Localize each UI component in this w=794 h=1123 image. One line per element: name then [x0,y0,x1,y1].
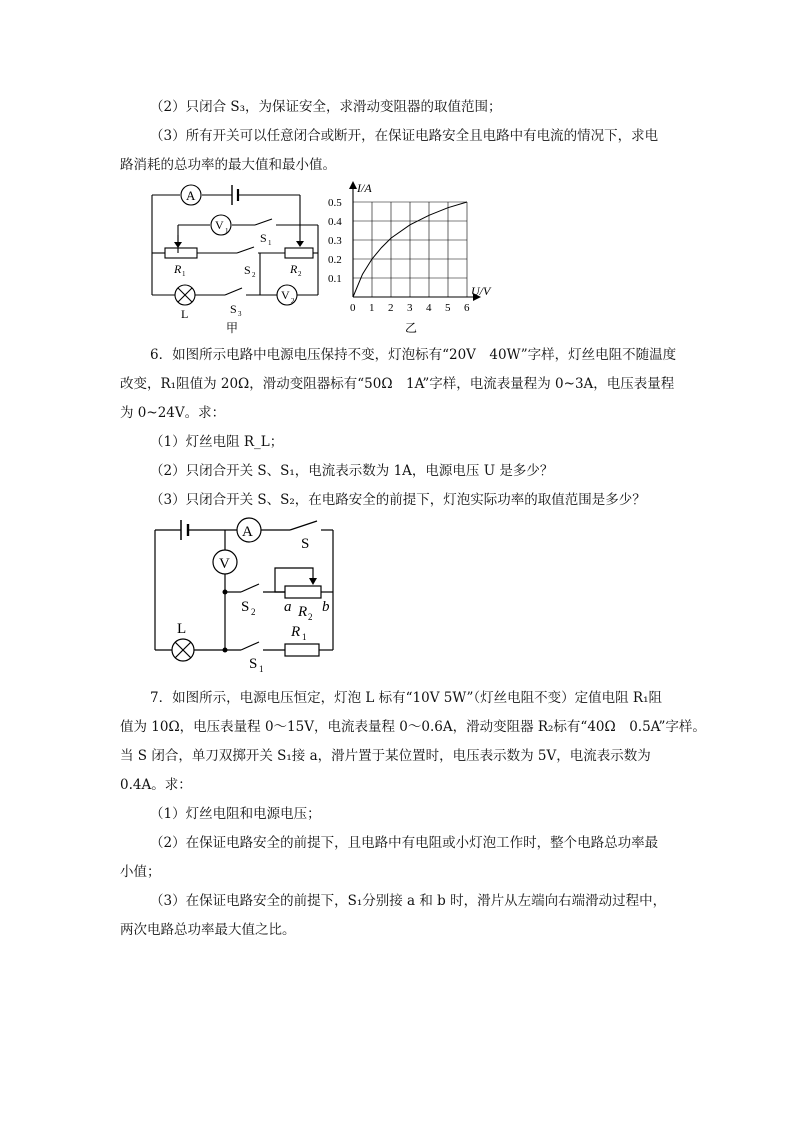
lamp-label: L [181,307,189,321]
q6-line1: 6．如图所示电路中电源电压保持不变，灯泡标有“20V 40W”字样，灯丝电阻不随温度 [150,347,677,363]
v2-sub: 2 [291,297,295,305]
q5-part3-line1: （3）所有开关可以任意闭合或断开，在保证电路安全且电路中有电流的情况下，求电 [150,128,659,144]
q7-line1: 7．如图所示，电源电压恒定，灯泡 L 标有“10V 5W”（灯丝电阻不变）定值电阻 R₁阻 [150,690,662,706]
y-tick-label: 0.5 [328,197,342,209]
q7-line2: 值为 10Ω，电压表量程 0～15V，电流表量程 0～0.6A，滑动变阻器 R₂标有“40Ω 0.5A”字样。 [120,719,706,735]
q6-sub1: （1）灯丝电阻 R_L； [150,434,284,450]
v1-label: V [215,218,224,232]
s3-sub: 3 [238,310,242,318]
q6-ammeter-label: A [242,524,253,540]
q6-s2-label: S [241,599,250,615]
q6-r1-label: R [291,624,301,640]
q6-lamp-label: L [177,621,187,637]
s1-label: S [260,231,267,245]
q6-line2: 改变，R₁阻值为 20Ω，滑动变阻器标有“50Ω 1A”字样，电流表量程为 0~3A，电压表量程 [120,376,675,392]
q6-s1-label: S [249,656,258,672]
circuit-figure-jia [140,175,330,335]
q7-sub3-line1: （3）在保证电路安全的前提下，S₁分别接 a 和 b 时，滑片从左端向右端滑动过程中， [150,893,667,909]
fig-yi-caption: 乙 [405,321,418,335]
q7-line3: 当 S 闭合，单刀双掷开关 S₁接 a，滑片置于某位置时，电压表示数为 5V，电流表示数为 [120,748,651,764]
q5-part3-line2: 路消耗的总功率的最大值和最小值。 [120,157,336,173]
x-tick-label: 1 [369,302,375,314]
x-tick-label: 2 [388,302,394,314]
s3-label: S [230,302,237,316]
v1-sub: 1 [225,227,229,235]
q6-sub3: （3）只闭合开关 S、S₂，在电路安全的前提下，灯泡实际功率的取值范围是多少？ [150,492,646,508]
q6-a-label: a [284,599,292,615]
q6-r1-sub: 1 [302,632,307,642]
q6-r2-label: R [298,604,308,620]
r2-label: R [290,262,298,276]
x-tick-label: 3 [407,302,413,314]
iu-graph [325,175,495,335]
q6-voltmeter-label: V [219,556,230,572]
q6-sub2: （2）只闭合开关 S、S₁，电流表示数为 1A，电源电压 U 是多少？ [150,463,554,479]
q7-sub1: （1）灯丝电阻和电源电压； [150,806,321,822]
q6-switch-s-label: S [301,536,310,552]
y-tick-label: 0.4 [328,216,342,228]
x-tick-label: 5 [445,302,451,314]
graph-xlabel: U/V [471,284,491,298]
q6-s1-sub: 1 [259,664,264,674]
x-tick-label: 0 [350,302,356,314]
y-tick-label: 0.1 [328,273,342,285]
q7-sub2-line2: 小值； [120,864,161,880]
s2-sub: 2 [252,271,256,279]
q6-line3: 为 0~24V。求： [120,405,226,421]
q5-part2: （2）只闭合 S₃，为保证安全，求滑动变阻器的取值范围； [150,99,502,115]
s2-label: S [244,263,251,277]
q7-line4: 0.4A。求： [120,777,192,793]
r1-sub: 1 [182,270,186,278]
q7-sub2-line1: （2）在保证电路安全的前提下，且电路中有电阻或小灯泡工作时，整个电路总功率最 [150,835,659,851]
ammeter-label: A [186,188,196,203]
graph-ylabel: I/A [357,181,372,195]
s1-sub: 1 [268,239,272,247]
fig-jia-caption: 甲 [226,321,239,335]
x-tick-label: 6 [464,302,470,314]
circuit-figure-q6 [145,508,345,678]
y-tick-label: 0.3 [328,235,342,247]
q6-b-label: b [322,599,330,615]
v2-label: V [281,288,290,302]
y-tick-label: 0.2 [328,254,342,266]
q6-r2-sub: 2 [308,612,313,622]
x-tick-label: 4 [426,302,432,314]
q7-sub3-line2: 两次电路总功率最大值之比。 [120,922,296,938]
r2-sub: 2 [298,270,302,278]
q6-s2-sub: 2 [251,607,256,617]
r1-label: R [174,262,182,276]
